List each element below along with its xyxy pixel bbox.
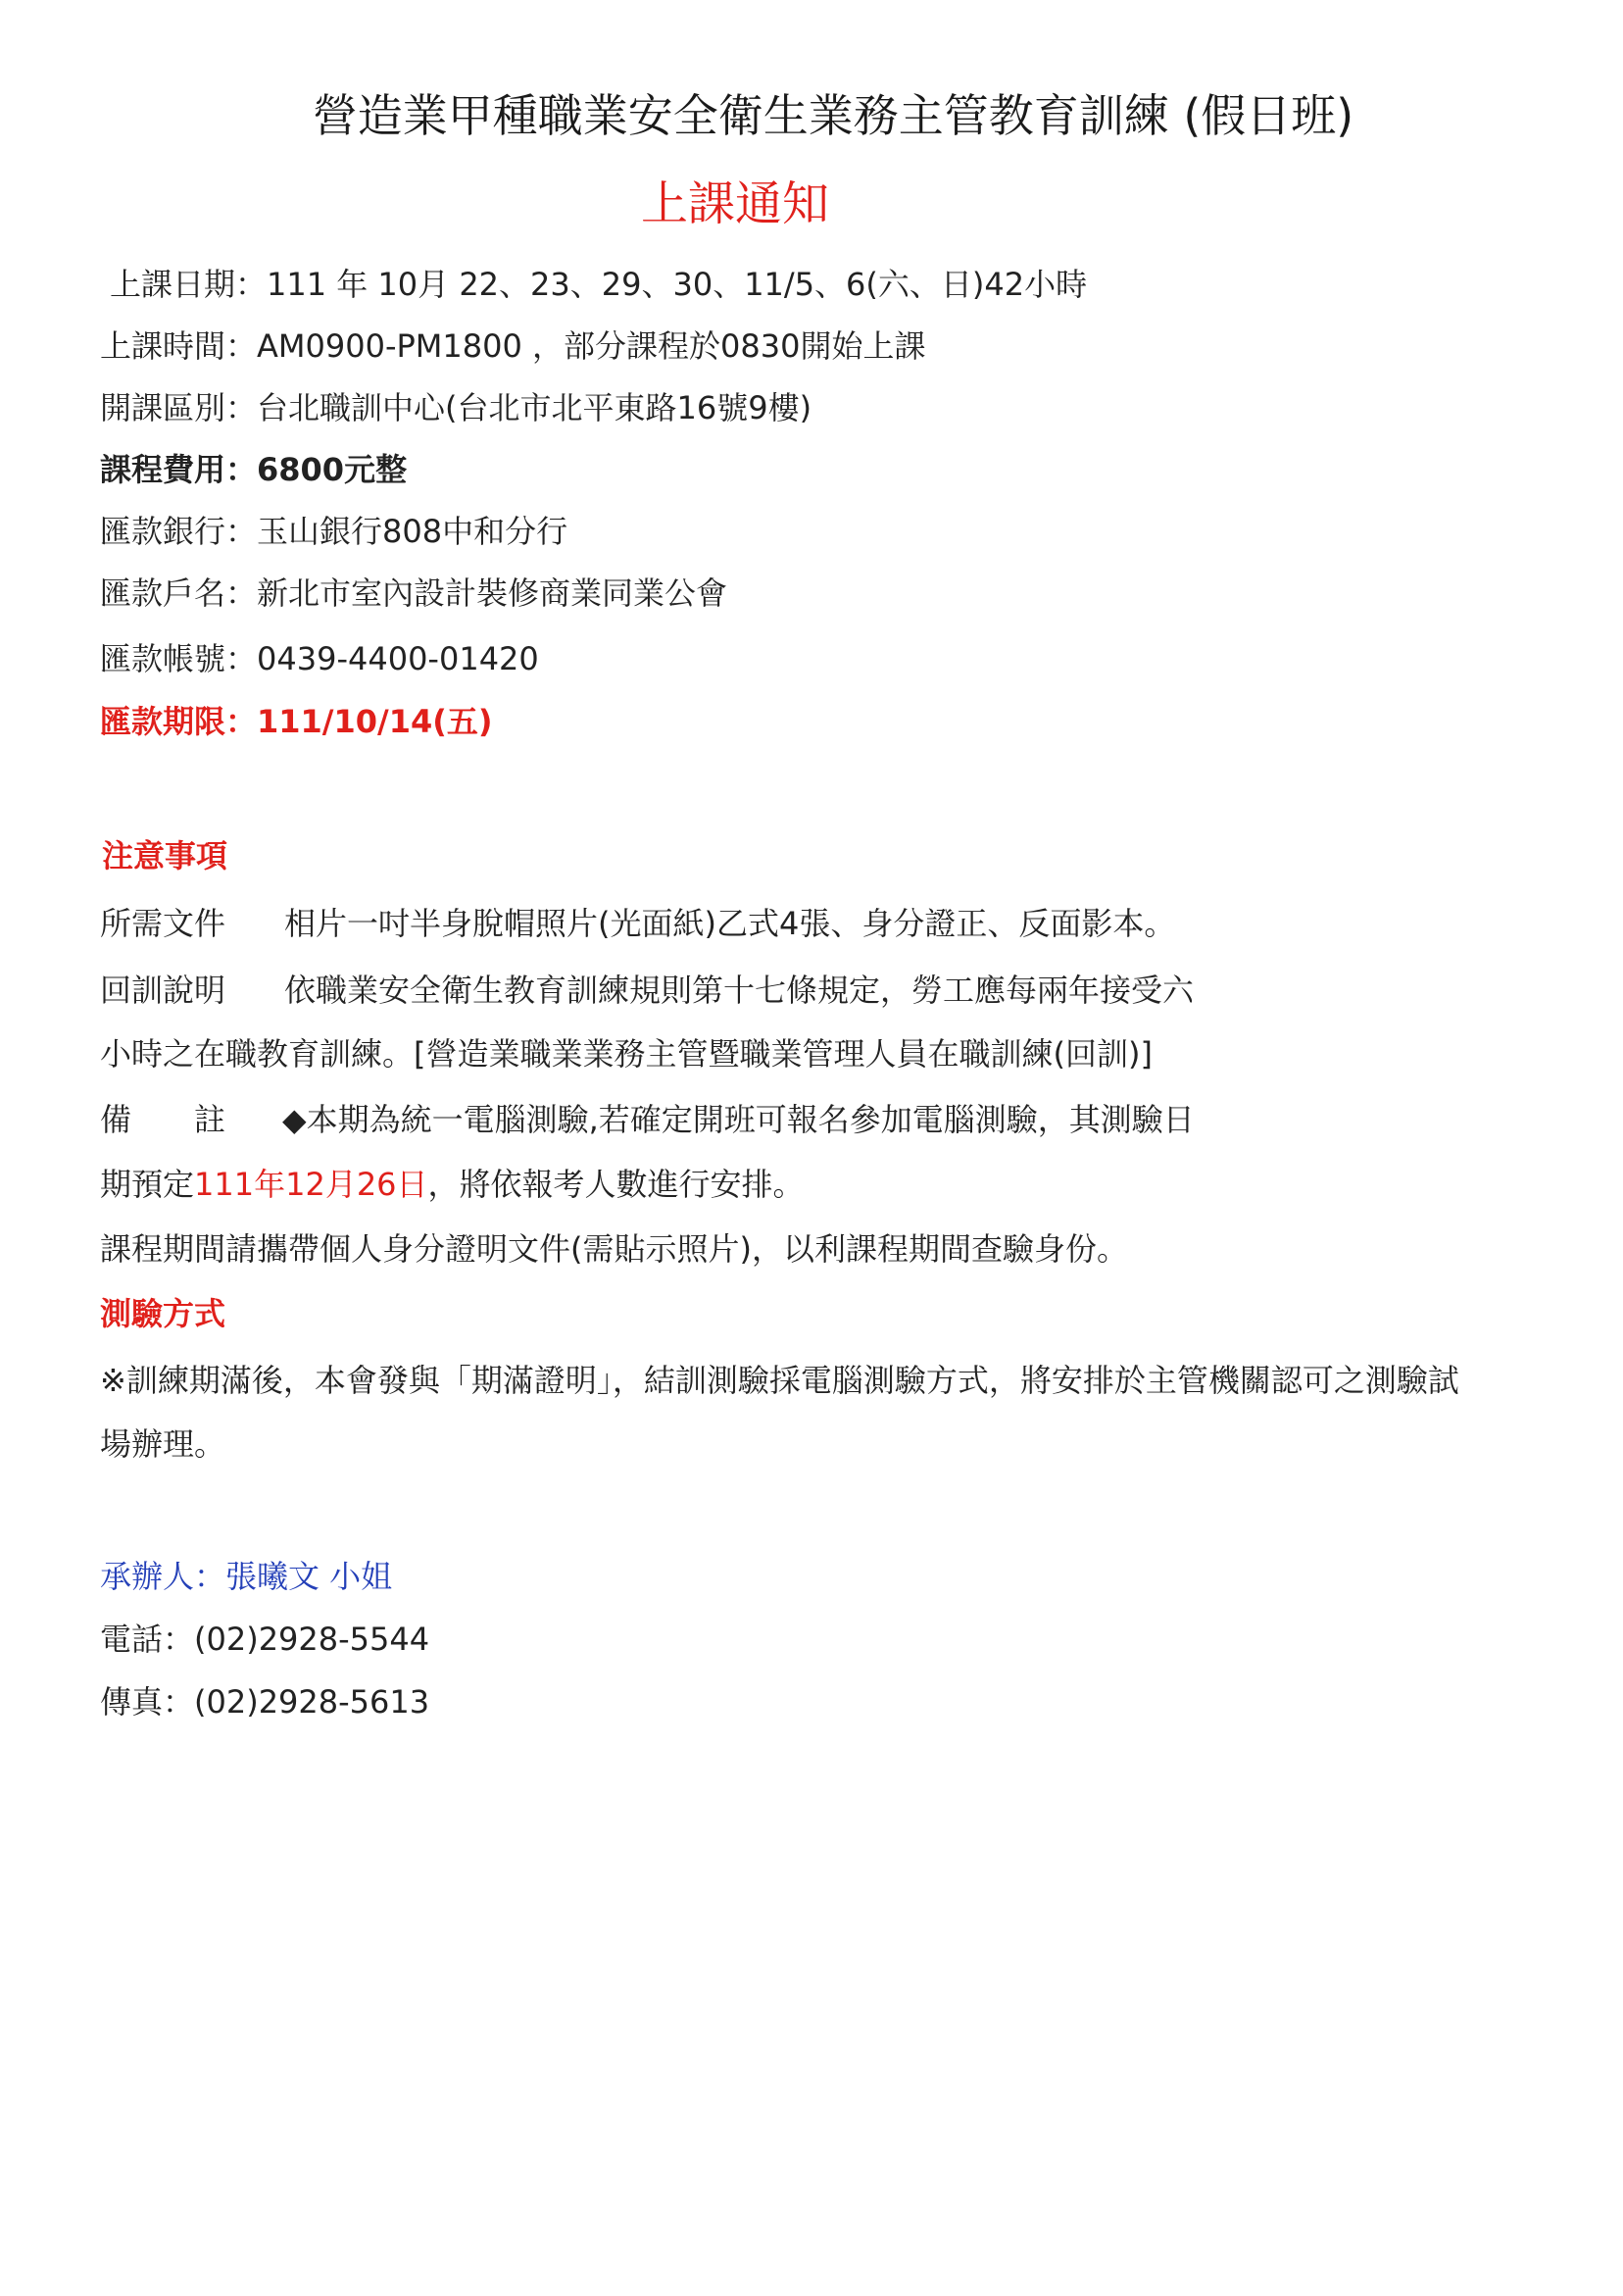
remark-text-1: ◆本期為統一電腦測驗,若確定開班可報名參加電腦測驗，其測驗日 [282, 1101, 1195, 1138]
notes-heading: 注意事項 [102, 837, 228, 874]
page-title: 營造業甲種職業安全衛生業務主管教育訓練 (假日班) [312, 89, 1354, 142]
retrain-label: 回訓說明 [100, 972, 226, 1009]
retrain-text-1: 依職業安全衛生教育訓練規則第十七條規定，勞工應每兩年接受六 [284, 972, 1195, 1009]
id-note: 課程期間請攜帶個人身分證明文件(需貼示照片)，以利課程期間查驗身份。 [100, 1230, 1128, 1268]
retrain-text-2: 小時之在職教育訓練。[營造業職業業務主管暨職業管理人員在職訓練(回訓)] [100, 1035, 1153, 1073]
remit-deadline: 匯款期限：111/10/14(五) [100, 703, 493, 740]
course-fee: 課程費用：6800元整 [100, 451, 408, 488]
page-subtitle: 上課通知 [640, 176, 829, 231]
remit-bank: 匯款銀行：玉山銀行808中和分行 [100, 513, 568, 550]
contact-fax: 傳真：(02)2928-5613 [100, 1683, 430, 1721]
remark-label: 備 註 [100, 1101, 226, 1138]
remit-account-name: 匯款戶名：新北市室內設計裝修商業同業公會 [100, 574, 728, 612]
exam-heading: 測驗方式 [100, 1295, 226, 1332]
course-time: 上課時間：AM0900-PM1800 ，部分課程於0830開始上課 [100, 327, 926, 365]
remark-text-2a: 期預定 [100, 1166, 195, 1203]
exam-date: 111年12月26日 [194, 1166, 428, 1203]
course-location: 開課區別：台北職訓中心(台北市北平東路16號9樓) [100, 389, 812, 426]
remark-text-2 [100, 1165, 805, 1204]
course-date: 上課日期：111 年 10月 22、23、29、30、11/5、6(六、日)42小時 [110, 266, 1088, 303]
contact-phone: 電話：(02)2928-5544 [100, 1621, 430, 1658]
exam-text-2: 場辦理。 [100, 1425, 226, 1463]
exam-text-1: ※訓練期滿後，本會發與「期滿證明」，結訓測驗採電腦測驗方式，將安排於主管機關認可之測驗試 [100, 1362, 1459, 1399]
docs-label: 所需文件 [100, 905, 226, 942]
docs-text: 相片一吋半身脫帽照片(光面紙)乙式4張、身分證正、反面影本。 [284, 905, 1176, 942]
contact-person: 承辦人：張曦文 小姐 [100, 1558, 393, 1595]
remit-account-number: 匯款帳號：0439-4400-01420 [100, 640, 539, 677]
remark-text-2c: ，將依報考人數進行安排。 [427, 1166, 805, 1203]
